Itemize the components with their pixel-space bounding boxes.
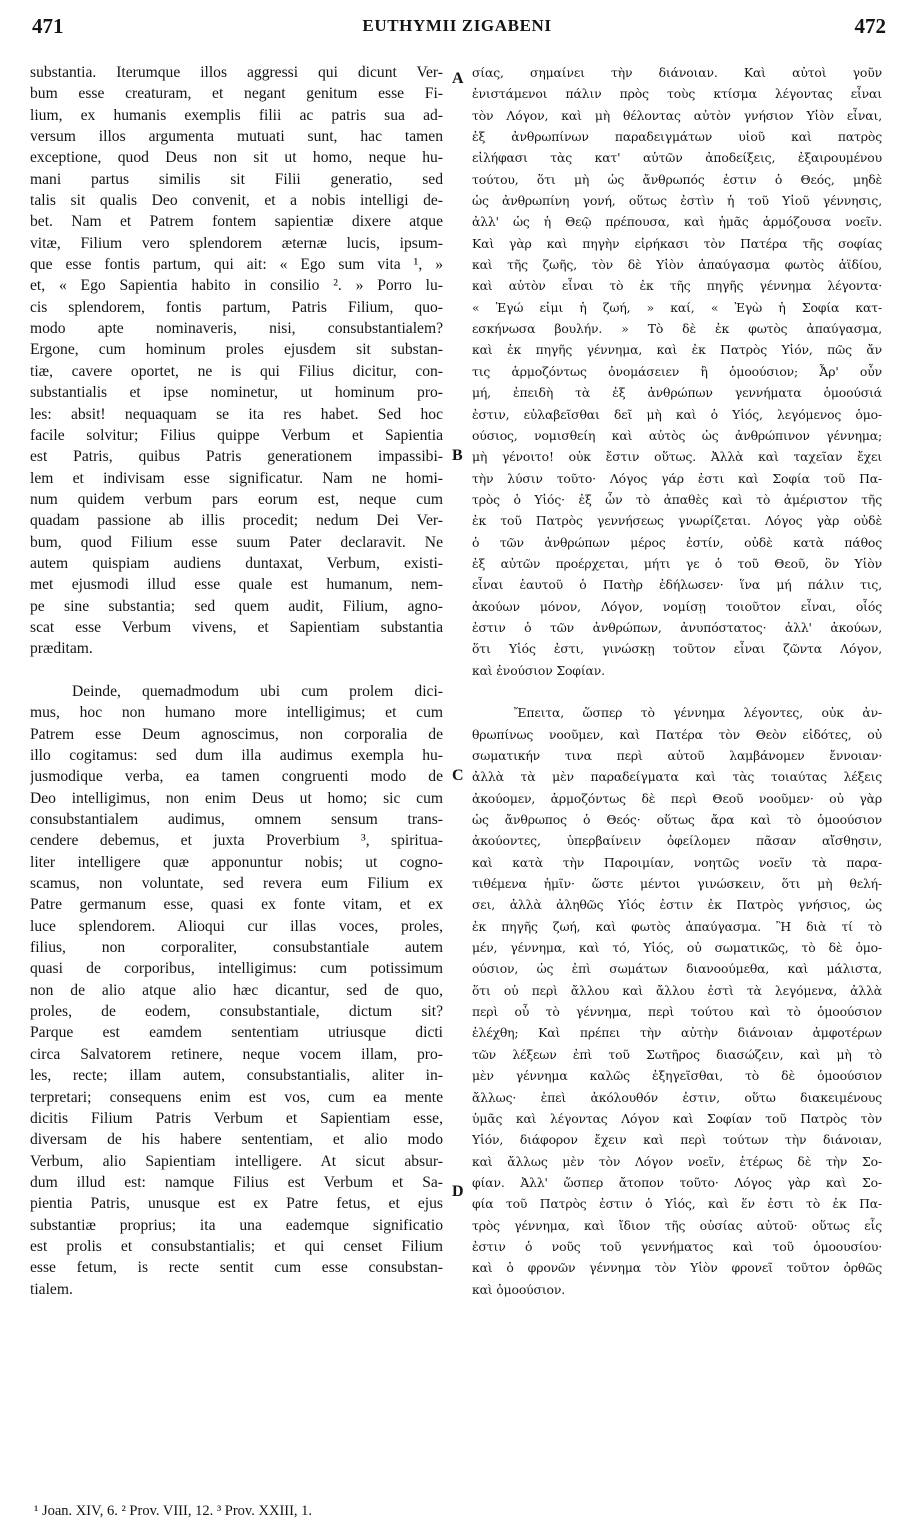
greek-text-line: Καὶ γὰρ καὶ πηγὴν εἰρήκασι τὸν Πατέρα τῆς σοφίας <box>472 235 882 251</box>
greek-text-line: τὸν Λόγον, καὶ μὴ θέλοντας αὐτὸν γνήσιον Υἱὸν εἶναι, <box>472 107 882 123</box>
greek-text-line: « Ἐγώ εἰμι ἡ ζωή, » καί, « Ἐγὼ ἡ Σοφία κατ- <box>472 299 882 315</box>
latin-text-line: consubstantialem audimus, omnem sensum trans- <box>30 811 443 829</box>
greek-text-line: Ἔπειτα, ὥσπερ τὸ γέννημα λέγοντες, οὐκ ἀν- <box>514 705 882 721</box>
latin-text-line: que esse fontis partum, qui ait: « Ego sum vita ¹, » <box>30 256 443 274</box>
page-number-right: 472 <box>854 14 886 38</box>
greek-text-line: εσκήνωσα βουλήν. » Τὸ δὲ ἐκ φωτὸς ἀπαύγασμα, <box>472 321 882 337</box>
margin-letter-c: C <box>452 767 464 784</box>
latin-text-line: quasi de corporibus, intelligimus: cum potissimum <box>30 960 443 978</box>
latin-text-line: diversam de his habere sententiam, et alio modo <box>30 1131 443 1149</box>
greek-text-line: ἀκούων μόνον, Λόγον, νομίσῃ τοιοῦτον εἶναι, οἷός <box>472 598 882 614</box>
greek-text-line: τιθέμενα ἡμῖν· ὥστε μέντοι γινώσκειν, ὅτι μὴ θελή- <box>472 876 882 892</box>
latin-text-line: facile solvitur; Filius quippe Verbum et Sapientia <box>30 426 443 444</box>
latin-text-line: est prolis et consubstantialis; et qui censet Filium <box>30 1237 443 1255</box>
greek-text-line: μέν, γέννημα, καὶ τό, Υἱός, οὐ σωματικῶς, τὸ δὲ ὁμο- <box>472 940 882 956</box>
greek-text-line: ἐστιν ὁ τῶν ἀνθρώπων, ἀνυπόστατος· ἀλλ' ἀκούων, <box>472 619 882 635</box>
latin-text-line: met ejusmodi illud esse quale est humanum, nem- <box>30 576 443 594</box>
greek-text-line: τρὸς γέννημα, καὶ ἴδιον τῆς οὐσίας αὐτοῦ· οὕτως εἷς <box>472 1217 882 1233</box>
latin-text-line: vitæ, Filium vero splendorem æternæ lucis, ipsum- <box>30 234 443 252</box>
greek-text-line: καὶ ἄλλως μὲν τὸν Λόγον νοεῖν, ἑτέρως δὲ τὴν Σο- <box>472 1153 882 1169</box>
latin-text-line: cendere debemus, et juxta Proverbium ³, spiritua- <box>30 832 443 850</box>
latin-text-line: Verbum, alio Sapientiam intelligere. At sicut absur- <box>30 1152 443 1170</box>
latin-text-line: versum illos argumenta mutuati sunt, hac tamen <box>30 128 443 146</box>
footnotes: ¹ Joan. XIV, 6. ² Prov. VIII, 12. ³ Prov. XXIII, 1. <box>34 1503 313 1519</box>
latin-text-line: bet. Nam et Patrem fontem sapientiæ dixere atque <box>30 213 443 231</box>
latin-column <box>30 62 443 1300</box>
latin-text-line: non de alio atque alio hæc dicantur, sed de quo, <box>30 981 443 999</box>
greek-column <box>472 62 882 1300</box>
greek-text-line: ἐλέχθη; Καὶ πρέπει τὴν αὐτὴν διάνοιαν ἀμφοτέρων <box>472 1025 882 1041</box>
latin-text-line: talis sit qualis Deo convenit, et a nobis intelligi de- <box>30 192 443 210</box>
latin-text-line: Parque est eamdem sententiam utriusque dicti <box>30 1024 443 1042</box>
greek-text-line: σωματικήν τινα περὶ αὐτοῦ λαμβάνομεν ἔννοιαν· <box>472 748 882 763</box>
greek-text-line: σει, ἀλλὰ ἀληθῶς Υἱός ἐστιν ἐκ Πατρὸς γνήσιος, ὡς <box>472 897 882 913</box>
latin-text-line: substantia. Iterumque illos aggressi qui dicunt Ver- <box>30 64 443 81</box>
greek-text-line: ἐξ αὐτῶν προέρχεται, μήτι γε ὁ τοῦ Θεοῦ, ὃν Υἱὸν <box>472 555 882 571</box>
greek-text-line: καὶ ὁμοούσιον. <box>472 1281 566 1297</box>
latin-text-line: bum esse creaturam, et negant genitum esse Fi- <box>30 85 443 103</box>
greek-text-line: τούτου, ὅτι μὴ ὡς ἄνθρωπός ἐστιν ὁ Θεός, μηδὲ <box>472 171 882 187</box>
latin-text-line: jusmodique verba, ea tamen congruenti modo de <box>30 768 443 786</box>
greek-text-line: ὑμᾶς καὶ λέγοντας Λόγον καὶ Σοφίαν τοῦ Πατρὸς τὸν <box>472 1110 882 1126</box>
latin-text-line: scamus, non voluntate, sed revera eum Filium ex <box>30 875 443 893</box>
latin-text-line: substantiæ proprius; ita una eademque significatio <box>30 1216 443 1234</box>
latin-text-line: circa Salvatorem retinere, neque vocem illam, pro- <box>30 1045 443 1063</box>
greek-text-line: ἐστιν, εὐλαβεῖσθαι δεῖ μὴ καὶ ὁ Υἱός, λεγόμενος ὁμο- <box>472 406 882 422</box>
latin-text-line: scat esse Verbum vivens, et Sapientiam substantia <box>30 618 443 636</box>
latin-text-line: mani partus similis sit Filii generatio, sed <box>30 170 443 188</box>
latin-text-line: les: absit! nequaquam se ita res habet. Sed hoc <box>30 405 443 423</box>
margin-letter-d: D <box>452 1183 464 1200</box>
greek-text-line: ἐξ ἀνθρωπίνων παραδειγμάτων υἱοῦ καὶ πατρὸς <box>472 129 882 145</box>
greek-text-line: ὁ τῶν ἀνθρώπων μέρος ἐστίν, οὐδὲ κατὰ πάθος <box>472 534 882 550</box>
latin-text-line: dum illud est: namque Filius est Verbum et Sa- <box>30 1173 443 1191</box>
greek-text-line: φίαν. Ἀλλ' ὥσπερ ἄτοπον τοῦτο· Λόγος γὰρ καὶ Σο- <box>472 1174 882 1190</box>
greek-text-line: περὶ οὗ τὸ γέννημα, περὶ τούτου καὶ τὸ ὁμοούσιον <box>472 1004 882 1020</box>
greek-text-line: ούσιον, ὡς ἐπὶ σωμάτων διανοούμεθα, καὶ μάλιστα, <box>472 961 882 977</box>
greek-text-line: ἐνιστάμενοι πάλιν πρὸς τοὺς κτίσμα λέγοντας εἶναι <box>472 86 882 102</box>
latin-text-line: dicitis Filium Patris Verbum et Sapientiam esse, <box>30 1109 443 1127</box>
greek-text-line: καὶ ὁ φρονῶν γέννημα τὸν Υἱὸν φρονεῖ τοῦτον ὀρθῶς <box>472 1260 882 1276</box>
latin-text-line: filius, non corporaliter, consubstantiale autem <box>30 939 443 957</box>
latin-text-line: num quidem verbum pars eorum est, neque cum <box>30 490 443 508</box>
latin-text-line: autem quispiam audiens duntaxat, Verbum, existi- <box>30 554 443 572</box>
latin-text-line: pe sine substantia; sed quem audit, Filium, agno- <box>30 597 443 615</box>
greek-text-line: ἐκ πηγῆς ζωή, καὶ φωτὸς ἀπαύγασμα. Ἢ διὰ τί τὸ <box>472 918 882 934</box>
greek-text-line: καὶ ἐνούσιον Σοφίαν. <box>472 662 605 678</box>
greek-text-line: καὶ ἐκ πηγῆς γέννημα, καὶ ἐκ Πατρὸς Υἱόν, πῶς ἄν <box>472 342 882 358</box>
greek-text-line: τις ἁρμοζόντως ὀνομάσειεν ἢ ὁμοούσιον; Ἆρ' οὖν <box>472 363 882 379</box>
greek-text-line: ἀλλὰ τὰ μὲν παραδείγματα καὶ τὰς τοιαύτας λέξεις <box>472 769 882 785</box>
latin-text-line: substantialis et ipse nominetur, ut hominum pro- <box>30 384 443 402</box>
latin-text-line: Deinde, quemadmodum ubi cum prolem dici- <box>72 682 443 700</box>
latin-text-line: tiæ, cavere oportet, ne is qui Filius dicitur, con- <box>30 362 443 380</box>
latin-text-line: Ergone, cum hominum proles ejusdem sit substan- <box>30 341 443 359</box>
greek-text-line: ἀλλ' ὡς ἡ Θεῷ πρέπουσα, καὶ ἡμᾶς ἁρμόζουσα νοεῖν. <box>472 214 882 230</box>
latin-text-line: Deo intelligimus, non enim Deus ut homo; sic cum <box>30 789 443 807</box>
latin-text-line: præditam. <box>30 640 93 658</box>
greek-text-line: εἰλήφασι τὰς κατ' αὐτῶν ἀποδείξεις, ἐξαιρουμένου <box>472 150 882 166</box>
latin-text-line: les, recte; illam autem, consubstantialis, aliter in- <box>30 1067 443 1085</box>
greek-text-line: μὲν γέννημα καλῶς ἐξηγεῖσθαι, τὸ δὲ ὁμοούσιον <box>472 1068 882 1084</box>
latin-text-line: tialem. <box>30 1280 73 1298</box>
latin-text-line: est Patris, quibus Patris generationem impassibi- <box>30 448 443 466</box>
latin-text-line: cis splendorem, fontis partum, Patris Filium, quo- <box>30 298 443 316</box>
greek-text-line: ἐκ τοῦ Πατρὸς γεννήσεως γνωρίζεται. Λόγος γὰρ οὐδὲ <box>472 513 882 529</box>
latin-text-line: luce splendorem. Alioqui cur illas voces, proles, <box>30 917 443 935</box>
greek-text-line: καὶ τῆς ζωῆς, τὸν δὲ Υἱὸν ἀπαύγασμα φωτὸς ἀϊδίου, <box>472 257 882 273</box>
latin-text-line: proles, de eodem, consubstantiale, dictum sit? <box>30 1003 443 1021</box>
greek-text-line: σίας, σημαίνει τὴν διάνοιαν. Καὶ αὐτοὶ γοῦν <box>472 65 882 80</box>
greek-text-line: θρωπίνως νοοῦμεν, καὶ Πατέρα τὸν Θεὸν εἰδότες, οὐ <box>472 726 882 742</box>
greek-text-line: τῶν λέξεων ἐπὶ τοῦ Σωτῆρος διασώζειν, καὶ μὴ τὸ <box>472 1046 882 1062</box>
greek-text-line: καὶ αὐτὸν εἶναι τὸ ἐκ τῆς πηγῆς γέννημα λέγοντα· <box>472 278 882 294</box>
latin-text-line: illo cogitamus: sed dum illa audimus exempla hu- <box>30 747 443 764</box>
greek-text-line: μή, ἐπειδὴ τὰ ἐξ ἀνθρώπων γεννήματα ὁμοούσιά <box>472 385 882 401</box>
greek-text-line: τὴν λύσιν τοῦτο· Λόγος γάρ ἐστι καὶ Σοφία τοῦ Πα- <box>472 470 882 486</box>
greek-text-line: φία τοῦ Πατρὸς ἐστιν ὁ Υἱός, καὶ ἕν ἐστι τὸ ἐκ Πα- <box>472 1196 882 1212</box>
margin-letter-b: B <box>452 447 463 464</box>
latin-text-line: bum, quod Filium esse suum Pater declaravit. Ne <box>30 533 443 551</box>
greek-text-line: ὅτι Υἱός ἐστι, γινώσκῃ τοῦτον εἶναι ζῶντα Λόγον, <box>472 641 882 657</box>
latin-text-line: terpretari; consequens enim est vos, cum ea mente <box>30 1088 443 1106</box>
greek-text-line: ὅτι οὐ περὶ ἄλλου καὶ ἄλλου ἐστὶ τὰ λεγόμενα, ἀλλὰ <box>472 982 882 998</box>
greek-text-line: τρὸς ὁ Υἱός· ἐξ ὧν τὸ ἀπαθὲς καὶ τὸ ἀμέριστον τῆς <box>472 491 882 507</box>
latin-text-line: exceptione, quod Deus non sit ut homo, neque hu- <box>30 149 443 167</box>
latin-text-line: lem et indivisam esse significatur. Nam ne homi- <box>30 469 443 487</box>
latin-text-line: Patre germanum esse, quasi ex fonte vitam, et ex <box>30 896 443 914</box>
margin-letter-a: A <box>452 70 464 87</box>
running-header <box>26 14 888 40</box>
greek-text-line: εἶναι ἑαυτοῦ ὁ Πατὴρ ἐδήλωσεν· ἵνα μή πάλιν τις, <box>472 577 882 593</box>
greek-text-line: ἀκούομεν, ἁρμοζόντως δὲ περὶ Θεοῦ νοοῦμεν· οὐ γὰρ <box>472 790 882 806</box>
latin-text-line: liter intelligere quæ apponuntur nobis; ut cogno- <box>30 853 443 871</box>
greek-text-line: καὶ κατὰ τὴν Παροιμίαν, νοητῶς νοεῖν τὰ παρα- <box>472 854 882 870</box>
greek-text-line: ἄλλως· ἐπεὶ ἀκόλουθόν ἐστιν, οὕτω διακειμένους <box>472 1089 882 1105</box>
greek-text-line: Υἱόν, διάφορον ἔχειν καὶ περὶ τούτων τὴν διάνοιαν, <box>472 1132 882 1148</box>
latin-text-line: esse fetum, is recte sentit cum esse consubstan- <box>30 1259 443 1277</box>
greek-text-line: ἀκούοντες, ὑπερβαίνειν ὀφείλομεν πᾶσαν αἴσθησιν, <box>472 833 882 849</box>
page-number-left: 471 <box>32 14 64 38</box>
latin-text-line: modo apte nominaveris, nisi, consubstantialem? <box>30 320 443 338</box>
greek-text-line: ὡς ἀνθρωπίνη γονή, οὕτως ἐστὶν ἡ τοῦ Υἱοῦ γέννησις, <box>472 193 882 209</box>
latin-text-line: lium, ex humanis exemplis filii ac patris sua ad- <box>30 106 443 124</box>
greek-text-line: ούσιος, νομισθείη καὶ αὐτὸς ὡς ἀνθρώπινον γέννημα; <box>472 427 882 443</box>
greek-text-line: μὴ γένοιτο! οὐκ ἔστιν οὕτως. Ἀλλὰ καὶ ταχεῖαν ἔχει <box>472 449 882 465</box>
latin-text-line: mus, hoc non humano more intelligimus; et cum <box>30 704 443 722</box>
running-title: EUTHYMII ZIGABENI <box>362 16 552 35</box>
latin-text-line: quadam passione ab illis procedit; nedum Dei Ver- <box>30 512 443 530</box>
greek-text-line: ἐστιν ὁ νοῦς τοῦ γεννήματος καὶ τοῦ ὁμοουσίου· <box>472 1238 882 1254</box>
greek-text-line: ὡς ἄνθρωπος ὁ Θεός· οὕτως ἄρα καὶ τὸ ὁμοούσιον <box>472 812 882 828</box>
latin-text-line: pientia Patris, unusque est ex Patre fetus, et ejus <box>30 1195 443 1213</box>
latin-text-line: et, « Ego Sapientia habito in consilio ². » Porro lu- <box>30 277 443 295</box>
latin-text-line: Patrem esse Deum agnoscimus, non corporalia de <box>30 725 443 743</box>
